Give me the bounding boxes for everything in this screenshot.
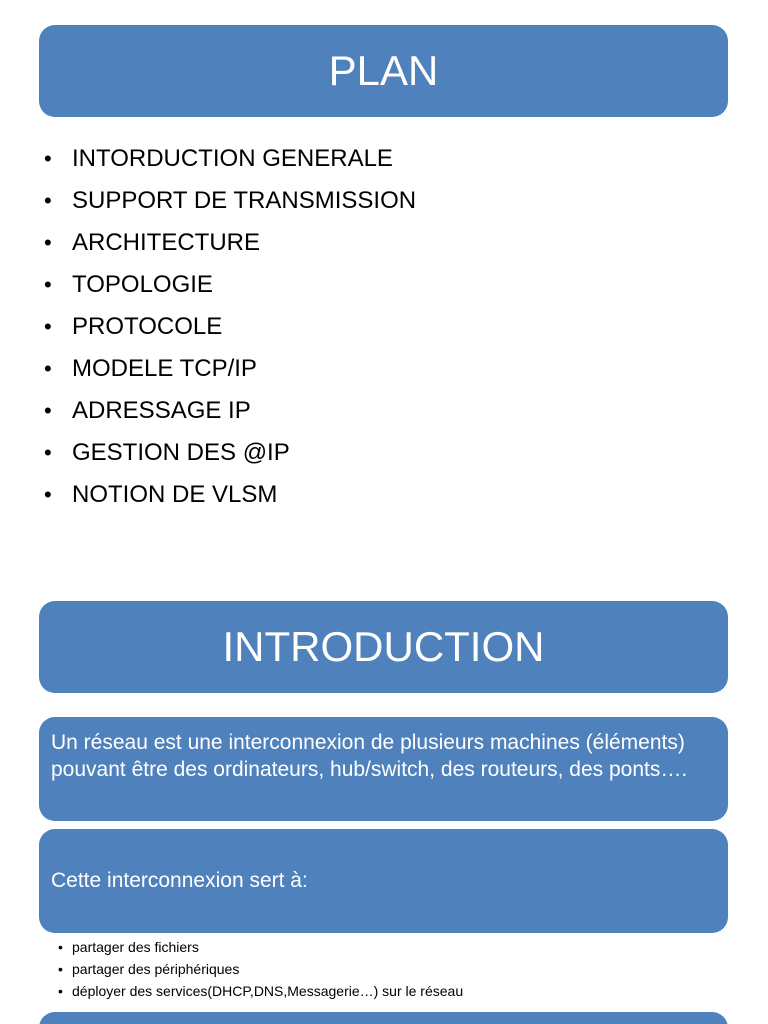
bullet-icon: •: [44, 440, 52, 465]
bullet-icon: •: [44, 356, 52, 381]
bullet-icon: •: [44, 482, 52, 507]
uses-list: [58, 936, 463, 1002]
introduction-title: INTRODUCTION: [222, 623, 545, 670]
use-item: • déployer des services(DHCP,DNS,Messagerie…) sur le réseau: [58, 983, 464, 999]
plan-list: [44, 138, 416, 516]
plan-item: • SUPPORT DE TRANSMISSION: [44, 187, 417, 214]
definition-text: Un réseau est une interconnexion de plusieurs machines (éléments) pouvant être des ordinateurs, hub/switch, des routeurs, des ponts….: [51, 731, 688, 781]
bullet-icon: •: [44, 230, 52, 255]
plan-title-box: [39, 25, 728, 117]
plan-item: • GESTION DES @IP: [44, 439, 290, 466]
bullet-icon: •: [44, 146, 52, 171]
bullet-icon: •: [58, 961, 63, 977]
bullet-icon: •: [58, 939, 63, 955]
use-item: • partager des fichiers: [58, 939, 199, 955]
plan-item: • INTORDUCTION GENERALE: [44, 145, 393, 172]
purpose-box: [39, 829, 728, 933]
plan-item: • PROTOCOLE: [44, 313, 223, 340]
plan-item: • ARCHITECTURE: [44, 229, 261, 256]
bullet-icon: •: [44, 272, 52, 297]
next-box-partial: [39, 1012, 728, 1024]
plan-item: • ADRESSAGE IP: [44, 397, 251, 424]
introduction-title-box: [39, 601, 728, 693]
bullet-icon: •: [44, 398, 52, 423]
plan-item: • TOPOLOGIE: [44, 271, 213, 298]
plan-item: • NOTION DE VLSM: [44, 481, 278, 508]
use-item: • partager des périphériques: [58, 961, 240, 977]
definition-box: [39, 717, 728, 821]
purpose-text: Cette interconnexion sert à:: [51, 869, 308, 892]
plan-item: • MODELE TCP/IP: [44, 355, 257, 382]
bullet-icon: •: [44, 314, 52, 339]
bullet-icon: •: [44, 188, 52, 213]
bullet-icon: •: [58, 983, 63, 999]
plan-title: PLAN: [328, 47, 439, 94]
